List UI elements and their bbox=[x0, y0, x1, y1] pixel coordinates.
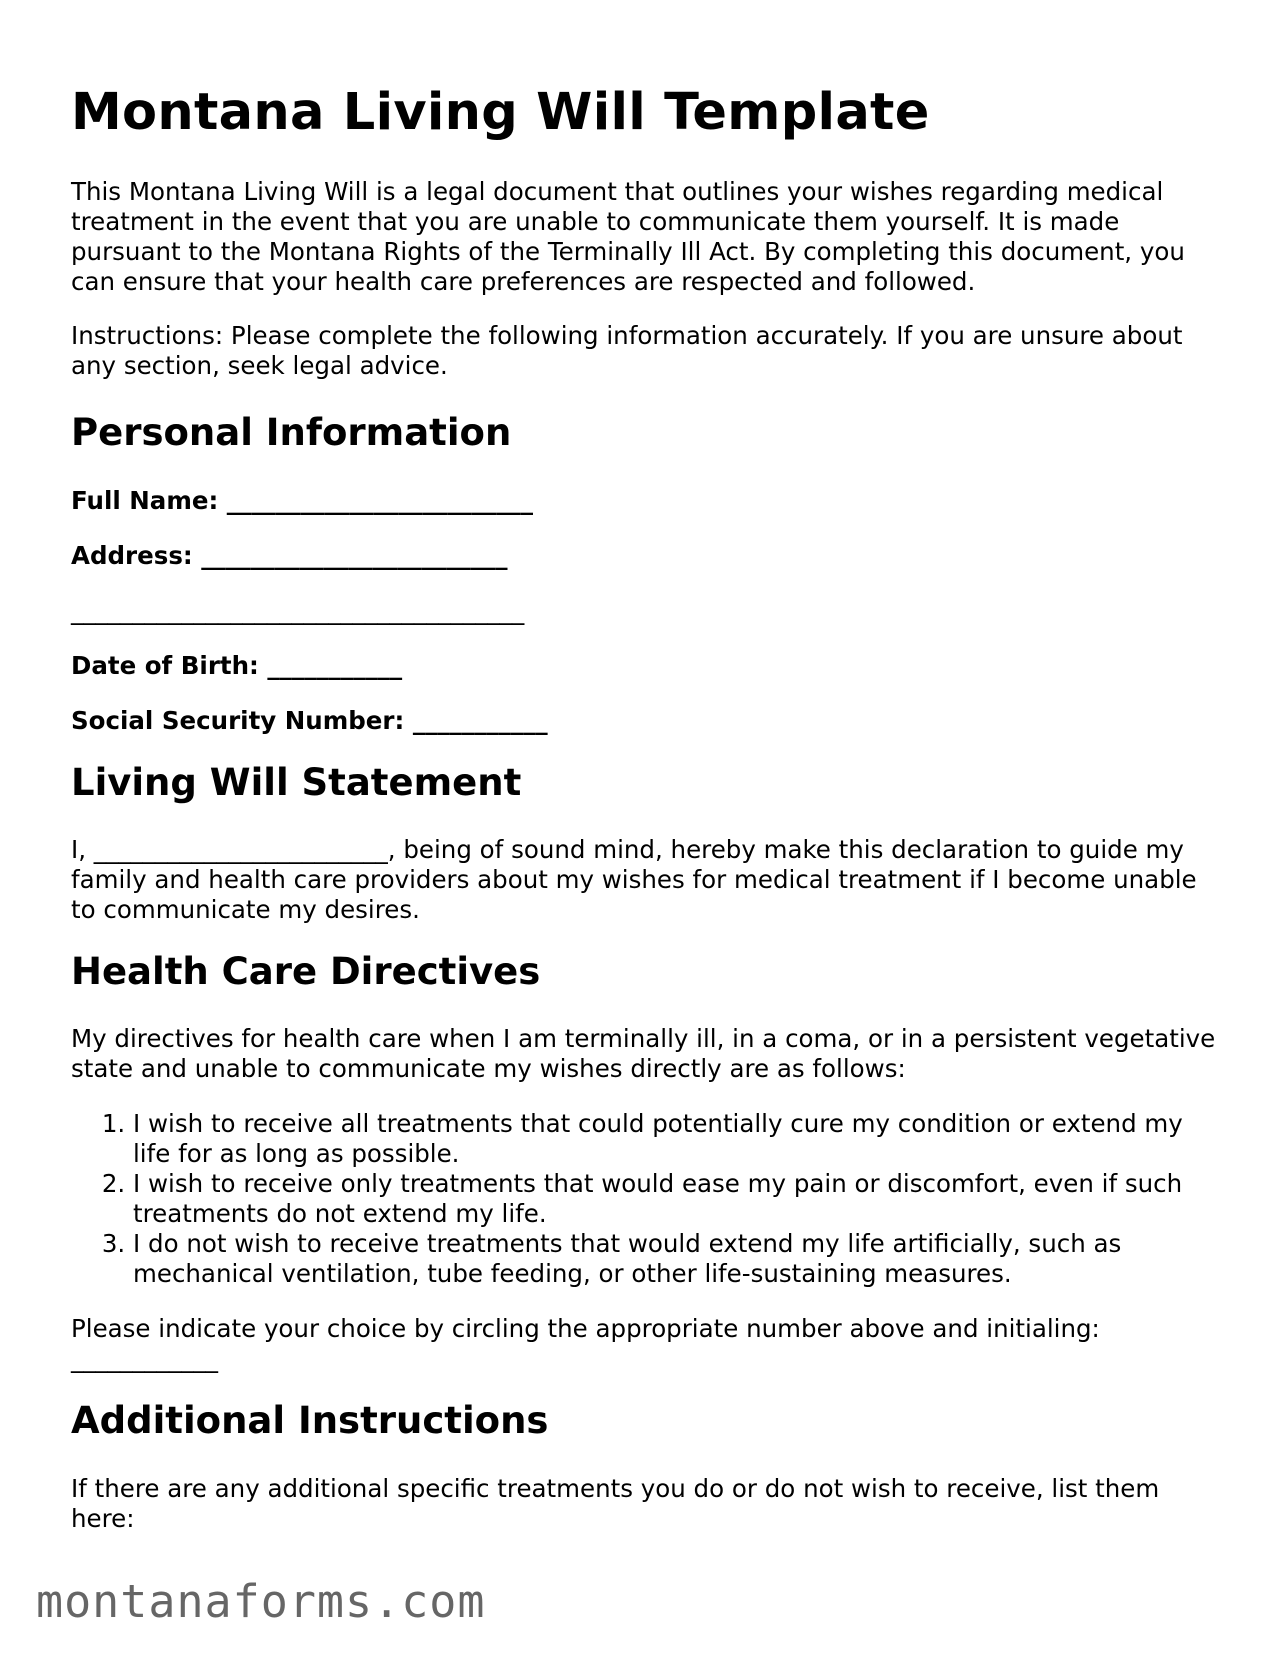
date-of-birth-blank[interactable]: ___________ bbox=[267, 650, 403, 680]
instructions-paragraph: Instructions: Please complete the following information accurately. If you are unsure about any section, seek legal advice. bbox=[71, 321, 1183, 381]
additional-instructions-heading: Additional Instructions bbox=[71, 1399, 549, 1443]
address-second-line[interactable]: _____________________________________ bbox=[71, 595, 525, 625]
directive-item-3: 3. I do not wish to receive treatments that would extend my life artificially, such as mechanical ventilation, tube feeding, or other life-sustaining measures. bbox=[133, 1229, 1221, 1289]
ssn-label: Social Security Number: bbox=[71, 705, 405, 735]
ssn-field[interactable] bbox=[71, 706, 1221, 736]
document-page bbox=[71, 82, 1221, 1559]
date-of-birth-label: Date of Birth: bbox=[71, 650, 259, 680]
living-will-statement-text: I, ________________________, being of sound mind, hereby make this declaration to guide my family and health care providers about my wishes for medical treatment if I become unable to communicate my desires. bbox=[71, 834, 1197, 924]
directives-text: My directives for health care when I am terminally ill, in a coma, or in a persistent vegetative state and unable to communicate my wishes directly are as follows: bbox=[71, 1024, 1216, 1084]
living-will-statement-heading: Living Will Statement bbox=[71, 760, 522, 804]
directives-list bbox=[71, 1109, 1221, 1289]
watermark: montanaforms.com bbox=[36, 1575, 486, 1628]
full-name-label: Full Name: bbox=[71, 485, 219, 515]
address-label: Address: bbox=[71, 540, 193, 570]
directive-item-2: 2. I wish to receive only treatments that would ease my pain or discomfort, even if such treatments do not extend my life. bbox=[133, 1169, 1221, 1229]
address-field[interactable] bbox=[71, 541, 1221, 571]
date-of-birth-field[interactable] bbox=[71, 651, 1221, 681]
full-name-field[interactable] bbox=[71, 486, 1221, 516]
address-blank[interactable]: _________________________ bbox=[201, 540, 508, 570]
intro-paragraph: This Montana Living Will is a legal document that outlines your wishes regarding medical treatment in the event that you are unable to communicate them yourself. It is made pursuant to the Montana Rights of the Terminally Ill Act. By completing this document, you can ensure that your health care preferences are respected and followed. bbox=[71, 177, 1185, 297]
personal-information-heading: Personal Information bbox=[71, 411, 512, 455]
additional-instructions-text: If there are any additional specific treatments you do or do not wish to receive, list them here: bbox=[71, 1473, 1160, 1533]
directive-item-1: 1. I wish to receive all treatments that could potentially cure my condition or extend my life for as long as possible. bbox=[133, 1109, 1221, 1169]
health-care-directives-heading: Health Care Directives bbox=[71, 949, 541, 993]
page-title: Montana Living Will Template bbox=[71, 83, 930, 142]
ssn-blank[interactable]: ___________ bbox=[412, 705, 548, 735]
full-name-blank[interactable]: _________________________ bbox=[226, 485, 534, 515]
directive-choice-text: Please indicate your choice by circling the appropriate number above and initialing: ____________ bbox=[71, 1314, 1100, 1374]
